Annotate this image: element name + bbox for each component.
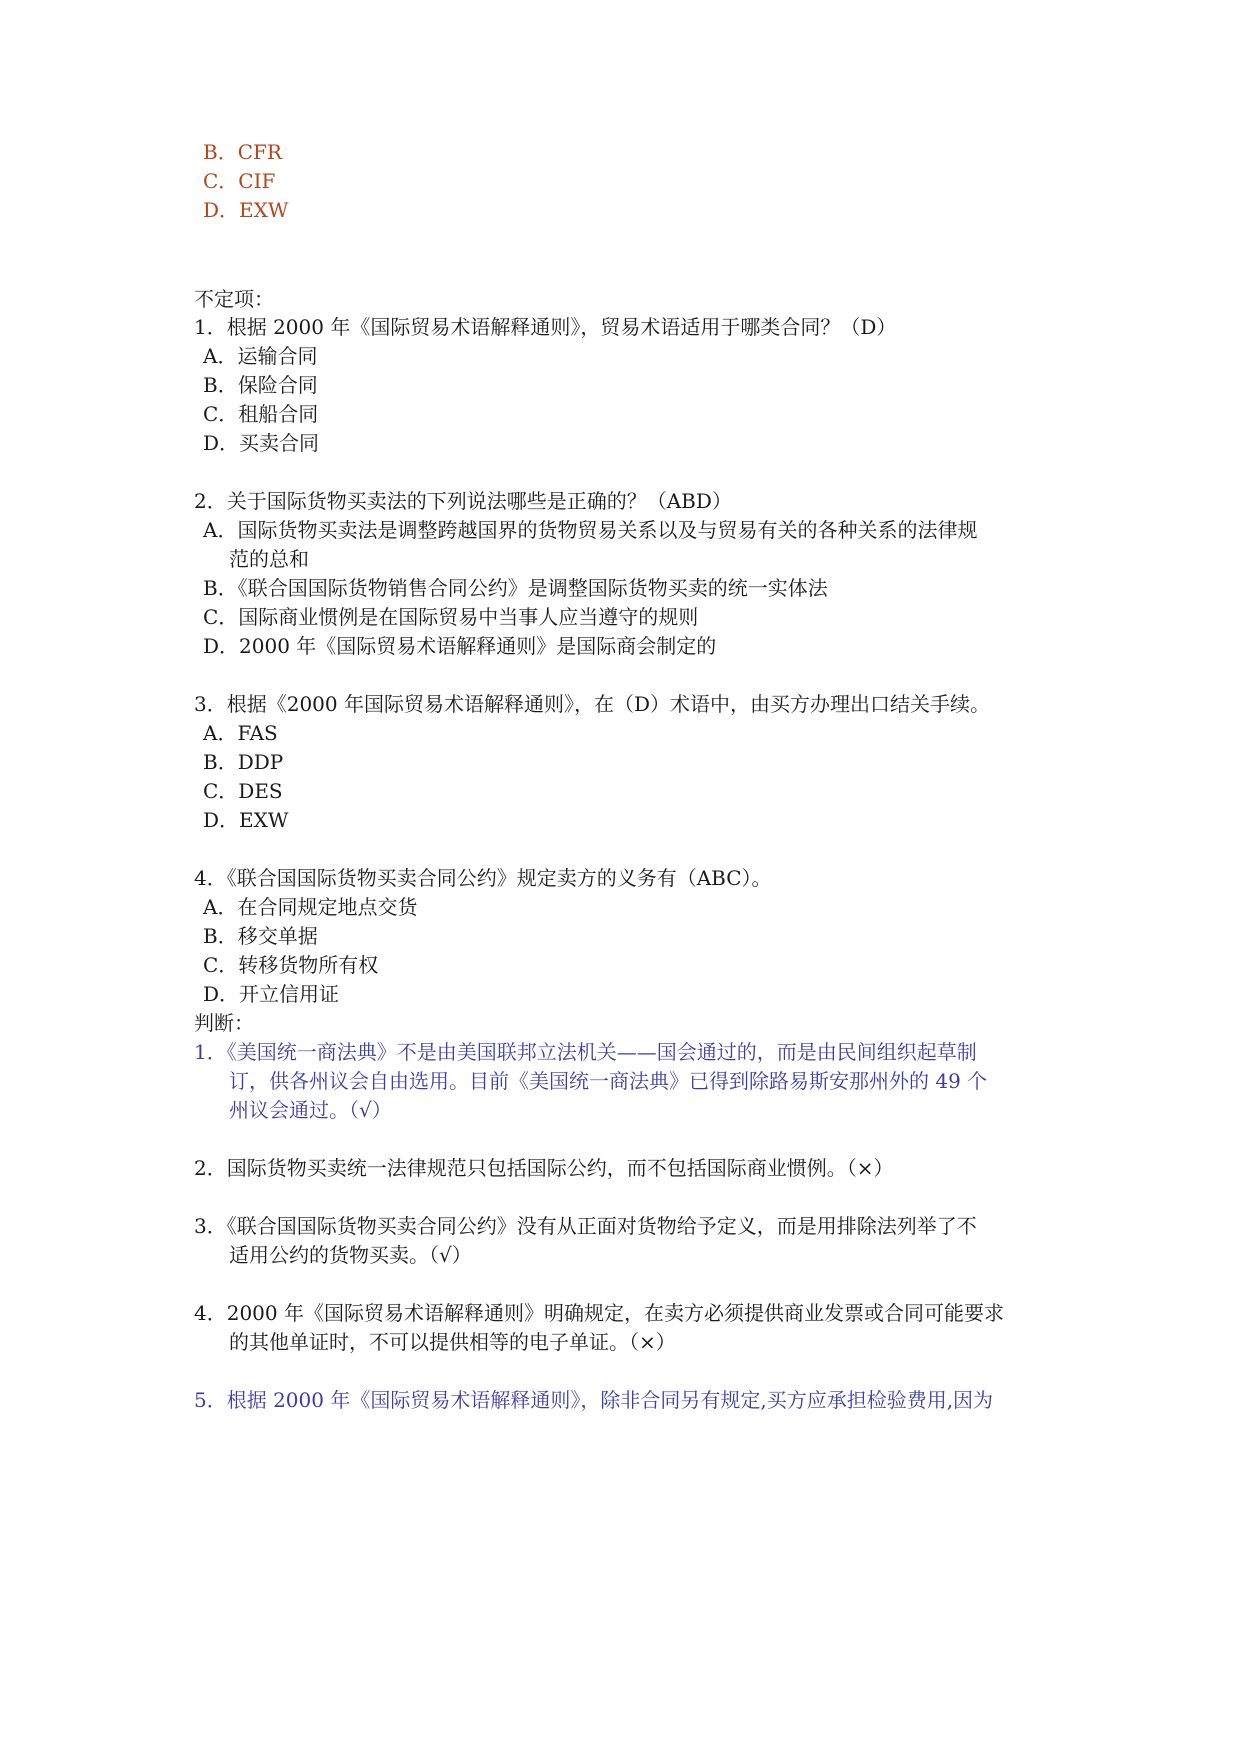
judge-3-line-2: 适用公约的货物买卖。（√） xyxy=(229,1243,472,1267)
question-3-option-a: A．FAS xyxy=(203,721,278,745)
judge-1-line-1: 1．《美国统一商法典》不是由美国联邦立法机关——国会通过的，而是由民间组织起草制 xyxy=(194,1040,977,1064)
judge-4-line-1: 4．2000 年《国际贸易术语解释通则》明确规定，在卖方必须提供商业发票或合同可能要求 xyxy=(194,1301,1004,1325)
option-c-cif: C．CIF xyxy=(203,169,276,193)
question-4-option-c: C．转移货物所有权 xyxy=(203,953,379,977)
judge-1-line-2: 订，供各州议会自由选用。目前《美国统一商法典》已得到除路易斯安那州外的 49 个 xyxy=(229,1069,988,1093)
question-3-option-b: B．DDP xyxy=(203,750,284,774)
question-1-option-c: C．租船合同 xyxy=(203,402,319,426)
question-3-stem: 3．根据《2000 年国际贸易术语解释通则》，在（D）术语中，由买方办理出口结关手续。 xyxy=(194,692,991,716)
question-4-option-a: A．在合同规定地点交货 xyxy=(203,895,418,919)
option-b-cfr: B．CFR xyxy=(203,140,282,164)
question-1-stem: 1．根据 2000 年《国际贸易术语解释通则》，贸易术语适用于哪类合同？（D） xyxy=(194,315,897,339)
section-heading-judge: 判断： xyxy=(194,1011,254,1035)
question-2-option-d: D．2000 年《国际贸易术语解释通则》是国际商会制定的 xyxy=(203,634,717,658)
question-1-option-a: A．运输合同 xyxy=(203,344,318,368)
judge-2-line-1: 2．国际货物买卖统一法律规范只包括国际公约，而不包括国际商业惯例。（×） xyxy=(194,1156,894,1180)
judge-3-line-1: 3．《联合国国际货物买卖合同公约》没有从正面对货物给予定义，而是用排除法列举了不 xyxy=(194,1214,977,1238)
judge-1-line-3: 州议会通过。（√） xyxy=(229,1098,392,1122)
question-2-option-b: B．《联合国国际货物销售合同公约》是调整国际货物买卖的统一实体法 xyxy=(203,576,828,600)
question-4-option-d: D．开立信用证 xyxy=(203,982,340,1006)
judge-4-line-2: 的其他单证时，不可以提供相等的电子单证。（×） xyxy=(229,1330,676,1354)
question-1-option-d: D．买卖合同 xyxy=(203,431,320,455)
question-4-stem: 4．《联合国国际货物买卖合同公约》规定卖方的义务有（ABC）。 xyxy=(194,866,772,890)
question-3-option-c: C．DES xyxy=(203,779,283,803)
option-d-exw: D．EXW xyxy=(203,198,289,222)
question-4-option-b: B．移交单据 xyxy=(203,924,318,948)
question-2-option-c: C．国际商业惯例是在国际贸易中当事人应当遵守的规则 xyxy=(203,605,699,629)
judge-5-line-1: 5．根据 2000 年《国际贸易术语解释通则》，除非合同另有规定,买方应承担检验费用,因为 xyxy=(194,1388,994,1412)
question-1-option-b: B．保险合同 xyxy=(203,373,318,397)
question-2-option-a-cont: 范的总和 xyxy=(229,547,309,571)
question-2-stem: 2．关于国际货物买卖法的下列说法哪些是正确的？（ABD） xyxy=(194,489,732,513)
question-3-option-d: D．EXW xyxy=(203,808,289,832)
question-2-option-a: A．国际货物买卖法是调整跨越国界的货物贸易关系以及与贸易有关的各种关系的法律规 xyxy=(203,518,978,542)
section-heading-indefinite: 不定项： xyxy=(194,287,274,311)
